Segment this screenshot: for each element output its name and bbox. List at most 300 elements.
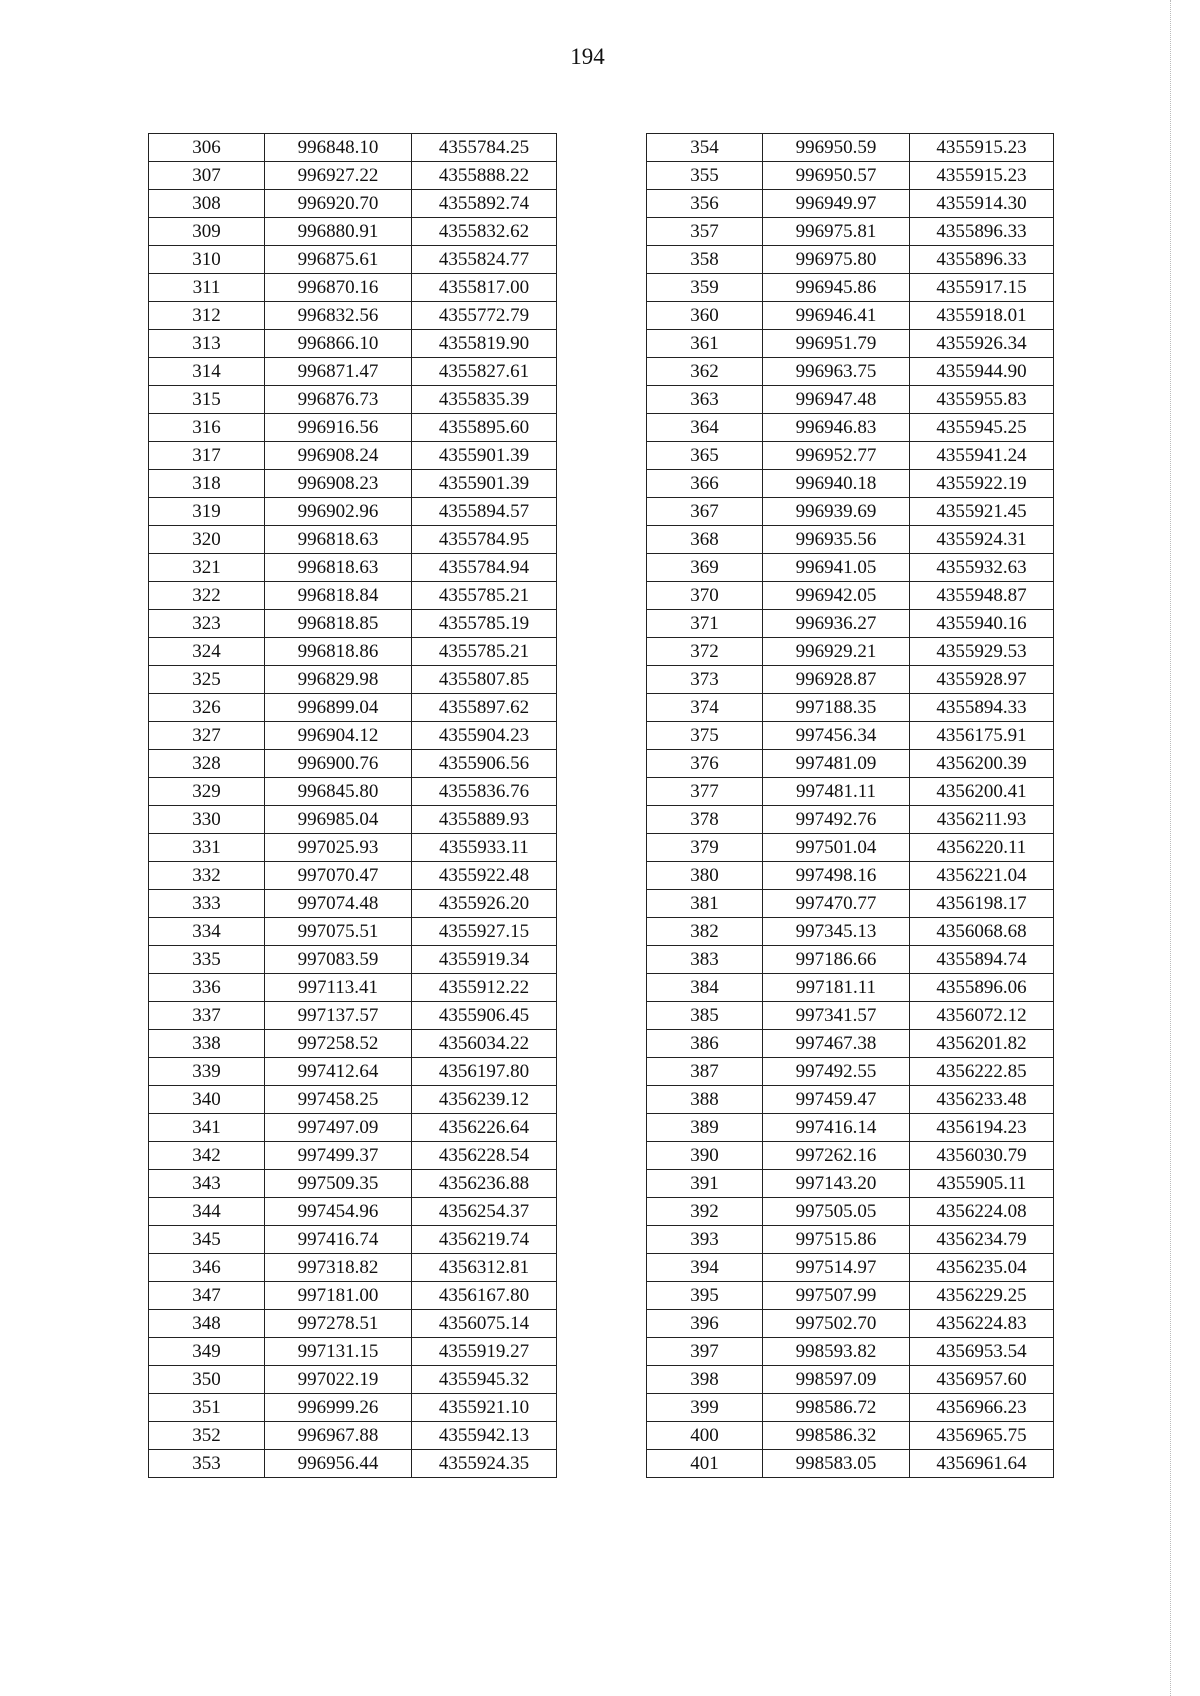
y-coordinate-cell: 4355918.01 [910,302,1054,330]
point-number-cell: 311 [149,274,265,302]
table-row [149,1030,557,1058]
point-number-cell: 367 [647,498,763,526]
table-row [647,1338,1054,1366]
point-number-cell: 307 [149,162,265,190]
x-coordinate-cell: 997416.14 [763,1114,910,1142]
table-row [647,806,1054,834]
x-coordinate-cell: 997412.64 [265,1058,412,1086]
y-coordinate-cell: 4355906.45 [412,1002,557,1030]
x-coordinate-cell: 996946.83 [763,414,910,442]
scan-edge-mark [1170,0,1172,1696]
x-coordinate-cell: 996949.97 [763,190,910,218]
y-coordinate-cell: 4356236.88 [412,1170,557,1198]
x-coordinate-cell: 997492.76 [763,806,910,834]
point-number-cell: 374 [647,694,763,722]
y-coordinate-cell: 4356966.23 [910,1394,1054,1422]
page-number: 194 [570,44,605,69]
y-coordinate-cell: 4356197.80 [412,1058,557,1086]
x-coordinate-cell: 996942.05 [763,582,910,610]
y-coordinate-cell: 4356200.41 [910,778,1054,806]
y-coordinate-cell: 4356201.82 [910,1030,1054,1058]
point-number-cell: 360 [647,302,763,330]
point-number-cell: 397 [647,1338,763,1366]
point-number-cell: 315 [149,386,265,414]
x-coordinate-cell: 996818.84 [265,582,412,610]
table-row [149,386,557,414]
point-number-cell: 318 [149,470,265,498]
table-row [647,918,1054,946]
table-row [149,806,557,834]
x-coordinate-cell: 997186.66 [763,946,910,974]
x-coordinate-cell: 996947.48 [763,386,910,414]
y-coordinate-cell: 4356953.54 [910,1338,1054,1366]
table-row [149,526,557,554]
point-number-cell: 388 [647,1086,763,1114]
y-coordinate-cell: 4355807.85 [412,666,557,694]
point-number-cell: 393 [647,1226,763,1254]
x-coordinate-cell: 997074.48 [265,890,412,918]
table-row [647,442,1054,470]
table-row [647,610,1054,638]
point-number-cell: 323 [149,610,265,638]
point-number-cell: 363 [647,386,763,414]
y-coordinate-cell: 4355772.79 [412,302,557,330]
point-number-cell: 342 [149,1142,265,1170]
x-coordinate-cell: 996818.63 [265,526,412,554]
point-number-cell: 314 [149,358,265,386]
x-coordinate-cell: 996870.16 [265,274,412,302]
y-coordinate-cell: 4355919.27 [412,1338,557,1366]
table-row [149,1254,557,1282]
table-row [647,974,1054,1002]
x-coordinate-cell: 997137.57 [265,1002,412,1030]
table-row [149,1338,557,1366]
y-coordinate-cell: 4355784.94 [412,554,557,582]
y-coordinate-cell: 4355888.22 [412,162,557,190]
x-coordinate-cell: 998586.72 [763,1394,910,1422]
point-number-cell: 351 [149,1394,265,1422]
table-row [647,134,1054,162]
y-coordinate-cell: 4356226.64 [412,1114,557,1142]
x-coordinate-cell: 996999.26 [265,1394,412,1422]
y-coordinate-cell: 4356219.74 [412,1226,557,1254]
y-coordinate-cell: 4356224.08 [910,1198,1054,1226]
point-number-cell: 325 [149,666,265,694]
table-row [149,1422,557,1450]
x-coordinate-cell: 997262.16 [763,1142,910,1170]
table-row [647,162,1054,190]
point-number-cell: 365 [647,442,763,470]
y-coordinate-cell: 4355926.20 [412,890,557,918]
table-row [647,1030,1054,1058]
table-row [149,750,557,778]
table-row [647,1198,1054,1226]
point-number-cell: 364 [647,414,763,442]
y-coordinate-cell: 4356220.11 [910,834,1054,862]
y-coordinate-cell: 4355836.76 [412,778,557,806]
point-number-cell: 366 [647,470,763,498]
point-number-cell: 339 [149,1058,265,1086]
table-row [149,862,557,890]
table-row [647,554,1054,582]
y-coordinate-cell: 4356234.79 [910,1226,1054,1254]
point-number-cell: 352 [149,1422,265,1450]
table-row [149,1310,557,1338]
y-coordinate-cell: 4356030.79 [910,1142,1054,1170]
y-coordinate-cell: 4355901.39 [412,470,557,498]
x-coordinate-cell: 997131.15 [265,1338,412,1366]
x-coordinate-cell: 996845.80 [265,778,412,806]
point-number-cell: 395 [647,1282,763,1310]
x-coordinate-cell: 997498.16 [763,862,910,890]
y-coordinate-cell: 4355895.60 [412,414,557,442]
x-coordinate-cell: 997481.09 [763,750,910,778]
table-row [149,1198,557,1226]
point-number-cell: 348 [149,1310,265,1338]
x-coordinate-cell: 996829.98 [265,666,412,694]
y-coordinate-cell: 4356167.80 [412,1282,557,1310]
coordinates-table-right [646,133,1054,1478]
table-row [149,554,557,582]
point-number-cell: 385 [647,1002,763,1030]
x-coordinate-cell: 997502.70 [763,1310,910,1338]
x-coordinate-cell: 996818.86 [265,638,412,666]
table-row [149,1170,557,1198]
point-number-cell: 331 [149,834,265,862]
table-row [149,1282,557,1310]
table-row [149,638,557,666]
x-coordinate-cell: 996928.87 [763,666,910,694]
y-coordinate-cell: 4355917.15 [910,274,1054,302]
y-coordinate-cell: 4355896.06 [910,974,1054,1002]
table-row [149,218,557,246]
table-row [149,190,557,218]
y-coordinate-cell: 4355924.35 [412,1450,557,1478]
table-row [647,386,1054,414]
y-coordinate-cell: 4355921.45 [910,498,1054,526]
point-number-cell: 306 [149,134,265,162]
point-number-cell: 322 [149,582,265,610]
x-coordinate-cell: 997497.09 [265,1114,412,1142]
table-row [647,1226,1054,1254]
y-coordinate-cell: 4355832.62 [412,218,557,246]
table-row [149,302,557,330]
x-coordinate-cell: 996848.10 [265,134,412,162]
y-coordinate-cell: 4356198.17 [910,890,1054,918]
point-number-cell: 357 [647,218,763,246]
y-coordinate-cell: 4356965.75 [910,1422,1054,1450]
point-number-cell: 394 [647,1254,763,1282]
table-row [149,1086,557,1114]
table-row [149,722,557,750]
point-number-cell: 356 [647,190,763,218]
y-coordinate-cell: 4355945.25 [910,414,1054,442]
point-number-cell: 344 [149,1198,265,1226]
x-coordinate-cell: 997075.51 [265,918,412,946]
x-coordinate-cell: 996940.18 [763,470,910,498]
point-number-cell: 324 [149,638,265,666]
table-row [647,526,1054,554]
point-number-cell: 330 [149,806,265,834]
x-coordinate-cell: 996950.59 [763,134,910,162]
y-coordinate-cell: 4356254.37 [412,1198,557,1226]
point-number-cell: 375 [647,722,763,750]
point-number-cell: 341 [149,1114,265,1142]
table-row [149,666,557,694]
y-coordinate-cell: 4356211.93 [910,806,1054,834]
point-number-cell: 377 [647,778,763,806]
x-coordinate-cell: 997022.19 [265,1366,412,1394]
x-coordinate-cell: 996951.79 [763,330,910,358]
x-coordinate-cell: 997467.38 [763,1030,910,1058]
y-coordinate-cell: 4356221.04 [910,862,1054,890]
x-coordinate-cell: 997318.82 [265,1254,412,1282]
point-number-cell: 381 [647,890,763,918]
table-row [149,974,557,1002]
x-coordinate-cell: 996963.75 [763,358,910,386]
point-number-cell: 354 [647,134,763,162]
table-row [647,1394,1054,1422]
table-row [647,1170,1054,1198]
y-coordinate-cell: 4356239.12 [412,1086,557,1114]
x-coordinate-cell: 997509.35 [265,1170,412,1198]
y-coordinate-cell: 4355889.93 [412,806,557,834]
table-row [647,470,1054,498]
point-number-cell: 396 [647,1310,763,1338]
point-number-cell: 350 [149,1366,265,1394]
table-row [149,162,557,190]
x-coordinate-cell: 997113.41 [265,974,412,1002]
y-coordinate-cell: 4355928.97 [910,666,1054,694]
x-coordinate-cell: 997181.11 [763,974,910,1002]
x-coordinate-cell: 997345.13 [763,918,910,946]
point-number-cell: 376 [647,750,763,778]
table-row [647,1366,1054,1394]
x-coordinate-cell: 998593.82 [763,1338,910,1366]
x-coordinate-cell: 997025.93 [265,834,412,862]
y-coordinate-cell: 4355929.53 [910,638,1054,666]
y-coordinate-cell: 4355901.39 [412,442,557,470]
x-coordinate-cell: 996927.22 [265,162,412,190]
y-coordinate-cell: 4355824.77 [412,246,557,274]
point-number-cell: 312 [149,302,265,330]
point-number-cell: 319 [149,498,265,526]
point-number-cell: 355 [647,162,763,190]
point-number-cell: 317 [149,442,265,470]
point-number-cell: 362 [647,358,763,386]
y-coordinate-cell: 4355932.63 [910,554,1054,582]
table-row [647,414,1054,442]
y-coordinate-cell: 4355784.95 [412,526,557,554]
y-coordinate-cell: 4355955.83 [910,386,1054,414]
table-row [647,246,1054,274]
point-number-cell: 310 [149,246,265,274]
y-coordinate-cell: 4355835.39 [412,386,557,414]
point-number-cell: 379 [647,834,763,862]
point-number-cell: 313 [149,330,265,358]
point-number-cell: 340 [149,1086,265,1114]
x-coordinate-cell: 996939.69 [763,498,910,526]
y-coordinate-cell: 4355785.19 [412,610,557,638]
table-row [647,1058,1054,1086]
x-coordinate-cell: 996946.41 [763,302,910,330]
x-coordinate-cell: 996945.86 [763,274,910,302]
x-coordinate-cell: 997143.20 [763,1170,910,1198]
x-coordinate-cell: 997507.99 [763,1282,910,1310]
point-number-cell: 308 [149,190,265,218]
table-row [647,1282,1054,1310]
x-coordinate-cell: 996956.44 [265,1450,412,1478]
y-coordinate-cell: 4355924.31 [910,526,1054,554]
point-number-cell: 327 [149,722,265,750]
y-coordinate-cell: 4356312.81 [412,1254,557,1282]
y-coordinate-cell: 4356228.54 [412,1142,557,1170]
table-row [149,1226,557,1254]
y-coordinate-cell: 4355819.90 [412,330,557,358]
x-coordinate-cell: 996908.23 [265,470,412,498]
table-row [647,1254,1054,1282]
x-coordinate-cell: 997505.05 [763,1198,910,1226]
y-coordinate-cell: 4355785.21 [412,582,557,610]
x-coordinate-cell: 996916.56 [265,414,412,442]
x-coordinate-cell: 996920.70 [265,190,412,218]
y-coordinate-cell: 4355948.87 [910,582,1054,610]
y-coordinate-cell: 4355919.34 [412,946,557,974]
y-coordinate-cell: 4356222.85 [910,1058,1054,1086]
table-row [149,834,557,862]
point-number-cell: 332 [149,862,265,890]
point-number-cell: 353 [149,1450,265,1478]
y-coordinate-cell: 4355785.21 [412,638,557,666]
point-number-cell: 316 [149,414,265,442]
y-coordinate-cell: 4356957.60 [910,1366,1054,1394]
y-coordinate-cell: 4356233.48 [910,1086,1054,1114]
point-number-cell: 320 [149,526,265,554]
x-coordinate-cell: 997278.51 [265,1310,412,1338]
point-number-cell: 398 [647,1366,763,1394]
table-row [647,1086,1054,1114]
table-row [647,582,1054,610]
x-coordinate-cell: 997499.37 [265,1142,412,1170]
table-row [647,666,1054,694]
y-coordinate-cell: 4355921.10 [412,1394,557,1422]
y-coordinate-cell: 4355927.15 [412,918,557,946]
y-coordinate-cell: 4356034.22 [412,1030,557,1058]
y-coordinate-cell: 4355817.00 [412,274,557,302]
y-coordinate-cell: 4356224.83 [910,1310,1054,1338]
y-coordinate-cell: 4356961.64 [910,1450,1054,1478]
x-coordinate-cell: 996941.05 [763,554,910,582]
point-number-cell: 378 [647,806,763,834]
point-number-cell: 335 [149,946,265,974]
table-row [647,722,1054,750]
y-coordinate-cell: 4355915.23 [910,162,1054,190]
table-row [149,1366,557,1394]
table-row [647,218,1054,246]
point-number-cell: 343 [149,1170,265,1198]
table-row [149,274,557,302]
x-coordinate-cell: 996880.91 [265,218,412,246]
y-coordinate-cell: 4356229.25 [910,1282,1054,1310]
point-number-cell: 337 [149,1002,265,1030]
point-number-cell: 389 [647,1114,763,1142]
x-coordinate-cell: 997481.11 [763,778,910,806]
table-row [149,1450,557,1478]
x-coordinate-cell: 996950.57 [763,162,910,190]
point-number-cell: 336 [149,974,265,1002]
x-coordinate-cell: 997258.52 [265,1030,412,1058]
point-number-cell: 370 [647,582,763,610]
point-number-cell: 359 [647,274,763,302]
table-row [149,946,557,974]
y-coordinate-cell: 4355905.11 [910,1170,1054,1198]
x-coordinate-cell: 998583.05 [763,1450,910,1478]
table-row [647,890,1054,918]
y-coordinate-cell: 4355922.19 [910,470,1054,498]
x-coordinate-cell: 997181.00 [265,1282,412,1310]
y-coordinate-cell: 4355894.33 [910,694,1054,722]
point-number-cell: 309 [149,218,265,246]
point-number-cell: 333 [149,890,265,918]
x-coordinate-cell: 996876.73 [265,386,412,414]
y-coordinate-cell: 4355904.23 [412,722,557,750]
point-number-cell: 346 [149,1254,265,1282]
x-coordinate-cell: 997341.57 [763,1002,910,1030]
point-number-cell: 358 [647,246,763,274]
point-number-cell: 383 [647,946,763,974]
x-coordinate-cell: 996866.10 [265,330,412,358]
table-row [647,274,1054,302]
x-coordinate-cell: 996899.04 [265,694,412,722]
point-number-cell: 369 [647,554,763,582]
point-number-cell: 328 [149,750,265,778]
y-coordinate-cell: 4355926.34 [910,330,1054,358]
x-coordinate-cell: 996967.88 [265,1422,412,1450]
y-coordinate-cell: 4355915.23 [910,134,1054,162]
x-coordinate-cell: 996952.77 [763,442,910,470]
x-coordinate-cell: 996818.85 [265,610,412,638]
table-row [149,610,557,638]
x-coordinate-cell: 997416.74 [265,1226,412,1254]
point-number-cell: 345 [149,1226,265,1254]
y-coordinate-cell: 4356072.12 [910,1002,1054,1030]
point-number-cell: 391 [647,1170,763,1198]
coordinates-table-left [148,133,557,1478]
x-coordinate-cell: 997456.34 [763,722,910,750]
x-coordinate-cell: 996818.63 [265,554,412,582]
x-coordinate-cell: 996975.80 [763,246,910,274]
table-row [647,946,1054,974]
x-coordinate-cell: 998586.32 [763,1422,910,1450]
table-row [647,190,1054,218]
x-coordinate-cell: 997083.59 [265,946,412,974]
y-coordinate-cell: 4355922.48 [412,862,557,890]
table-row [647,1450,1054,1478]
table-row [149,330,557,358]
x-coordinate-cell: 996936.27 [763,610,910,638]
table-row [647,358,1054,386]
point-number-cell: 387 [647,1058,763,1086]
table-row [149,134,557,162]
y-coordinate-cell: 4355896.33 [910,246,1054,274]
table-row [149,918,557,946]
point-number-cell: 329 [149,778,265,806]
x-coordinate-cell: 997188.35 [763,694,910,722]
point-number-cell: 392 [647,1198,763,1226]
y-coordinate-cell: 4355942.13 [412,1422,557,1450]
table-row [149,470,557,498]
table-row [647,498,1054,526]
